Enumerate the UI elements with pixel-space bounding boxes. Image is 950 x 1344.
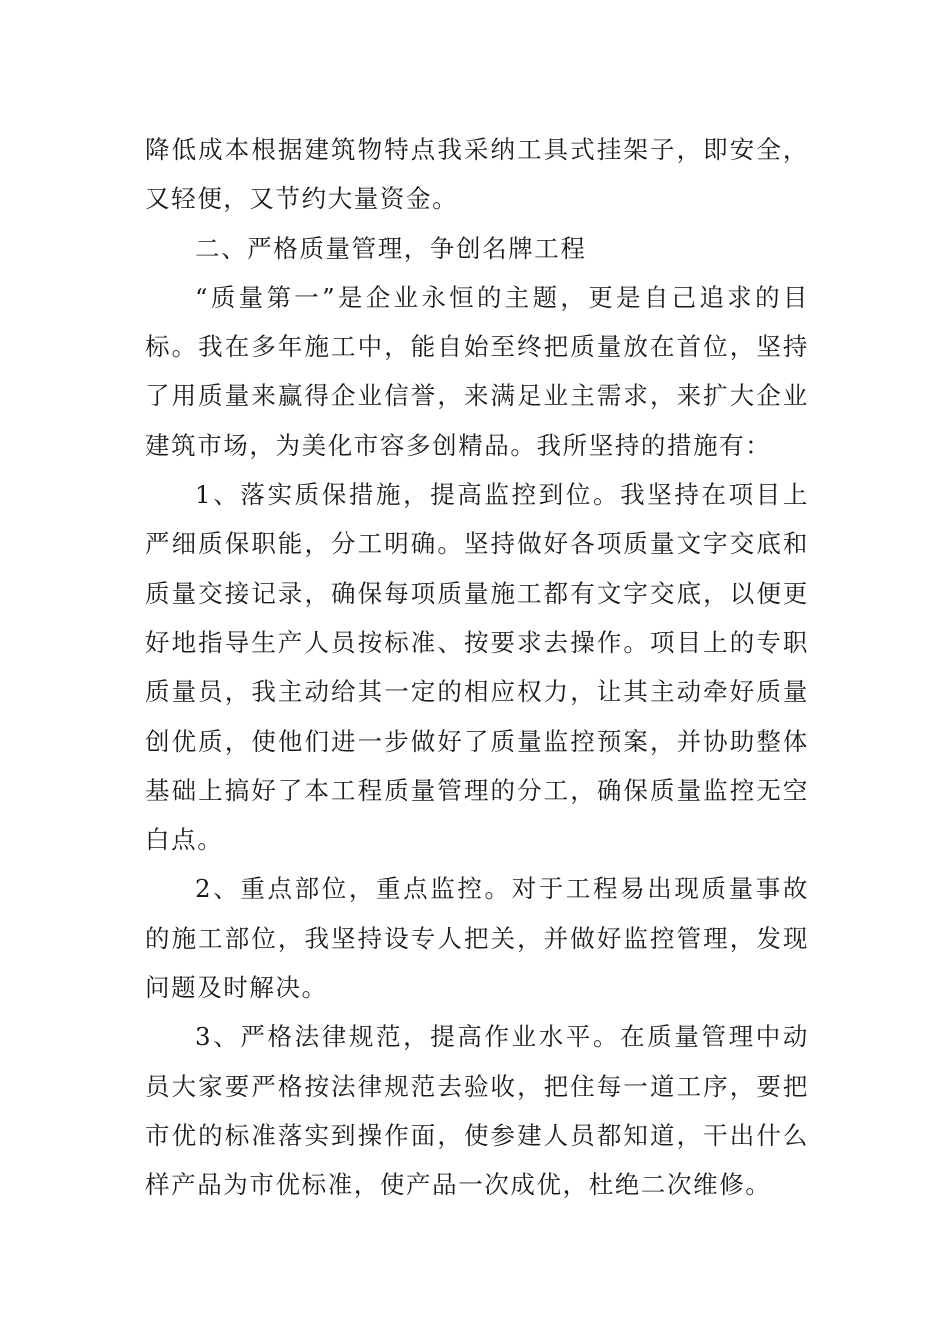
paragraph-measure-2: 2、重点部位，重点监控。对于工程易出现质量事故的施工部位，我坚持设专人把关，并做好监控管理，发现问题及时解决。 (145, 874, 809, 1003)
paragraph-quality-first: “质量第一”是企业永恒的主题，更是自己追求的目标。我在多年施工中，能自始至终把质量放在首位，坚持了用质量来赢得企业信誉，来满足业主需求，来扩大企业建筑市场，为美化市容多创精品。我所坚持的措施有： (145, 282, 809, 460)
paragraph-measure-1: 1、落实质保措施，提高监控到位。我坚持在项目上严细质保职能，分工明确。坚持做好各项质量文字交底和质量交接记录，确保每项质量施工都有文字交底，以便更好地指导生产人员按标准、按要求去操作。项目上的专职质量员，我主动给其一定的相应权力，让其主动牵好质量创优质，使他们进一步做好了质量监控预案，并协助整体基础上搞好了本工程质量管理的分工，确保质量监控无空白点。 (145, 480, 809, 855)
document-body (145, 125, 809, 1210)
paragraph-cost-reduction: 降低成本根据建筑物特点我采纳工具式挂架子，即安全，又轻便，又节约大量资金。 (145, 135, 809, 214)
section-heading-quality-management: 二、严格质量管理，争创名牌工程 (195, 233, 587, 263)
paragraph-measure-3: 3、严格法律规范，提高作业水平。在质量管理中动员大家要严格按法律规范去验收，把住每一道工序，要把市优的标准落实到操作面，使参建人员都知道，干出什么样产品为市优标准，使产品一次成优，杜绝二次维修。 (145, 1022, 809, 1200)
